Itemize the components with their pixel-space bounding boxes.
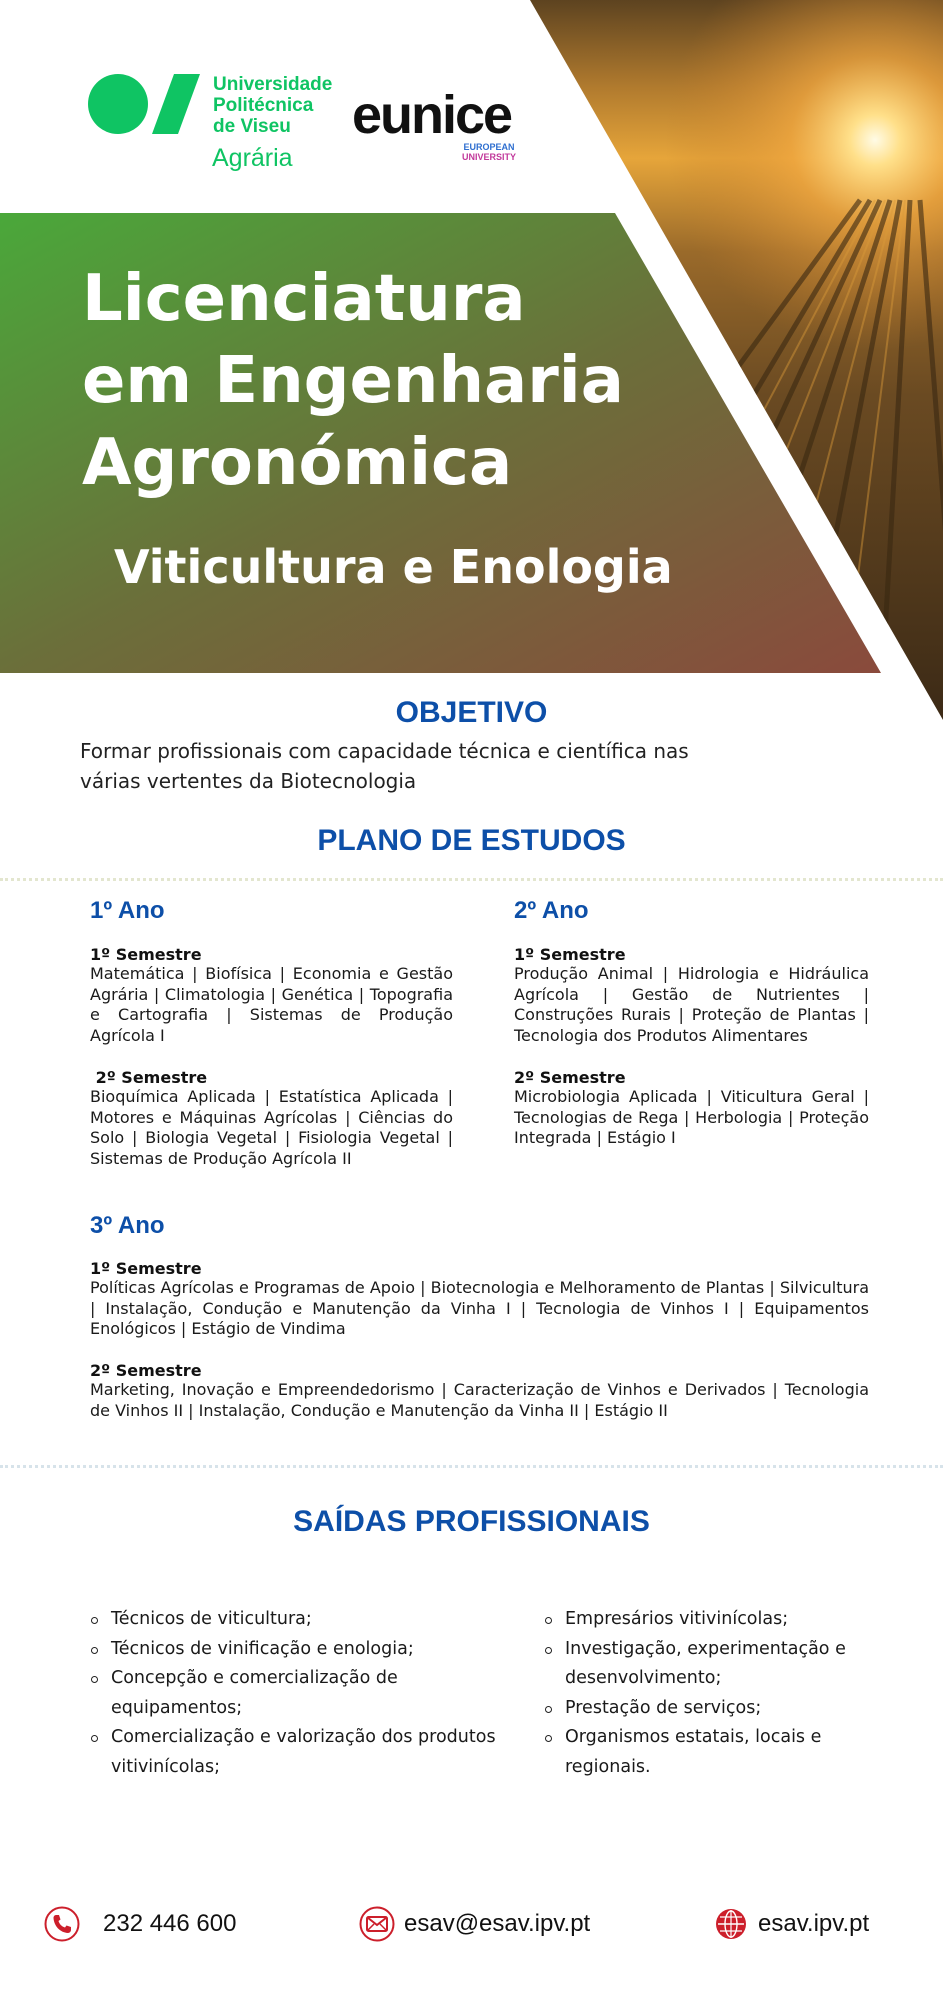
saidas-heading: SAÍDAS PROFISSIONAIS	[293, 1505, 650, 1538]
year-3-sem-1-courses: Políticas Agrícolas e Programas de Apoio | Biotecnologia e Melhoramento de Plantas | Silvicultura | Instalação, Condução e Manutenção da Vinha I | Tecnologia de Vinhos I | Equipamentos Enológicos | Estágio de Vindima	[90, 1278, 869, 1338]
plano-heading: PLANO DE ESTUDOS	[317, 824, 626, 857]
globe-icon	[713, 1906, 749, 1942]
phone-icon	[44, 1906, 80, 1942]
list-item: Investigação, experimentação e desenvolvimento;	[565, 1635, 865, 1694]
email-address[interactable]: esav@esav.ipv.pt	[404, 1910, 591, 1937]
list-item: Técnicos de vinificação e enologia;	[111, 1635, 501, 1665]
list-item: Comercialização e valorização dos produtos vitivinícolas;	[111, 1723, 501, 1782]
eunice-logo: eunice	[352, 85, 512, 145]
year-2-title: 2º Ano	[514, 897, 589, 924]
year-2-sem-1-title: 1º Semestre	[514, 945, 626, 964]
course-title-line: em Engenharia	[82, 344, 624, 418]
year-3-sem-2-courses: Marketing, Inovação e Empreendedorismo | Caracterização de Vinhos e Derivados | Tecnologia de Vinhos II | Instalação, Condução e Manutenção da Vinha II | Estágio II	[90, 1380, 869, 1420]
eunice-sub-line: UNIVERSITY	[462, 152, 517, 162]
university-name-line: de Viseu	[213, 116, 291, 137]
year-3-sem-2-title: 2º Semestre	[90, 1361, 202, 1380]
eunice-sub-line: EUROPEAN	[463, 142, 515, 152]
list-item: Empresários vitivinícolas;	[565, 1605, 865, 1635]
phone-number[interactable]: 232 446 600	[103, 1910, 237, 1937]
course-title-line: Agronómica	[82, 426, 513, 500]
year-2-sem-2-title: 2º Semestre	[514, 1068, 626, 1087]
year-2-sem-1-courses: Produção Animal | Hidrologia e Hidráulica Agrícola | Gestão de Nutrientes | Construções Rurais | Proteção de Plantas | Tecnologia dos Produtos Alimentares	[514, 964, 869, 1045]
objetivo-text: Formar profissionais com capacidade técnica e científica nas várias vertentes da Biotecnologia	[80, 739, 689, 793]
saidas-list-right	[565, 1605, 865, 1782]
year-1-title: 1º Ano	[90, 897, 165, 924]
university-name-line: Universidade	[213, 74, 333, 95]
section-divider	[0, 878, 943, 881]
saidas-list-left	[111, 1605, 501, 1782]
year-1-sem-2-courses: Bioquímica Aplicada | Estatística Aplicada | Motores e Máquinas Agrícolas | Ciências do Solo | Biologia Vegetal | Fisiologia Vegetal | Sistemas de Produção Agrícola II	[90, 1087, 453, 1168]
year-2-sem-2-courses: Microbiologia Aplicada | Viticultura Geral | Tecnologias de Rega | Herbologia | Proteção Integrada | Estágio I	[514, 1087, 869, 1147]
eunice-subtitle	[462, 142, 516, 162]
list-item: Prestação de serviços;	[565, 1694, 865, 1724]
school-name: Agrária	[212, 144, 293, 172]
section-divider	[0, 1465, 943, 1468]
year-1-sem-1-courses: Matemática | Biofísica | Economia e Gestão Agrária | Climatologia | Genética | Topografia e Cartografia | Sistemas de Produção Agrícola I	[90, 964, 453, 1045]
objetivo-heading: OBJETIVO	[395, 696, 548, 729]
university-logo-circle	[88, 74, 148, 134]
year-3-title: 3º Ano	[90, 1212, 165, 1239]
website-link[interactable]: esav.ipv.pt	[758, 1910, 870, 1937]
year-1-sem-2-title: 2º Semestre	[90, 1068, 208, 1087]
course-specialization: Viticultura e Enologia	[114, 540, 673, 594]
list-item: Organismos estatais, locais e regionais.	[565, 1723, 865, 1782]
course-title-line: Licenciatura	[82, 262, 526, 336]
university-name	[213, 74, 332, 137]
university-name-line: Politécnica	[213, 95, 314, 116]
course-title	[82, 258, 624, 504]
university-logo-slash	[152, 74, 200, 134]
year-1-sem-1-title: 1º Semestre	[90, 945, 202, 964]
email-icon	[359, 1906, 395, 1942]
list-item: Técnicos de viticultura;	[111, 1605, 501, 1635]
list-item: Concepção e comercialização de equipamentos;	[111, 1664, 501, 1723]
year-3-sem-1-title: 1º Semestre	[90, 1259, 202, 1278]
